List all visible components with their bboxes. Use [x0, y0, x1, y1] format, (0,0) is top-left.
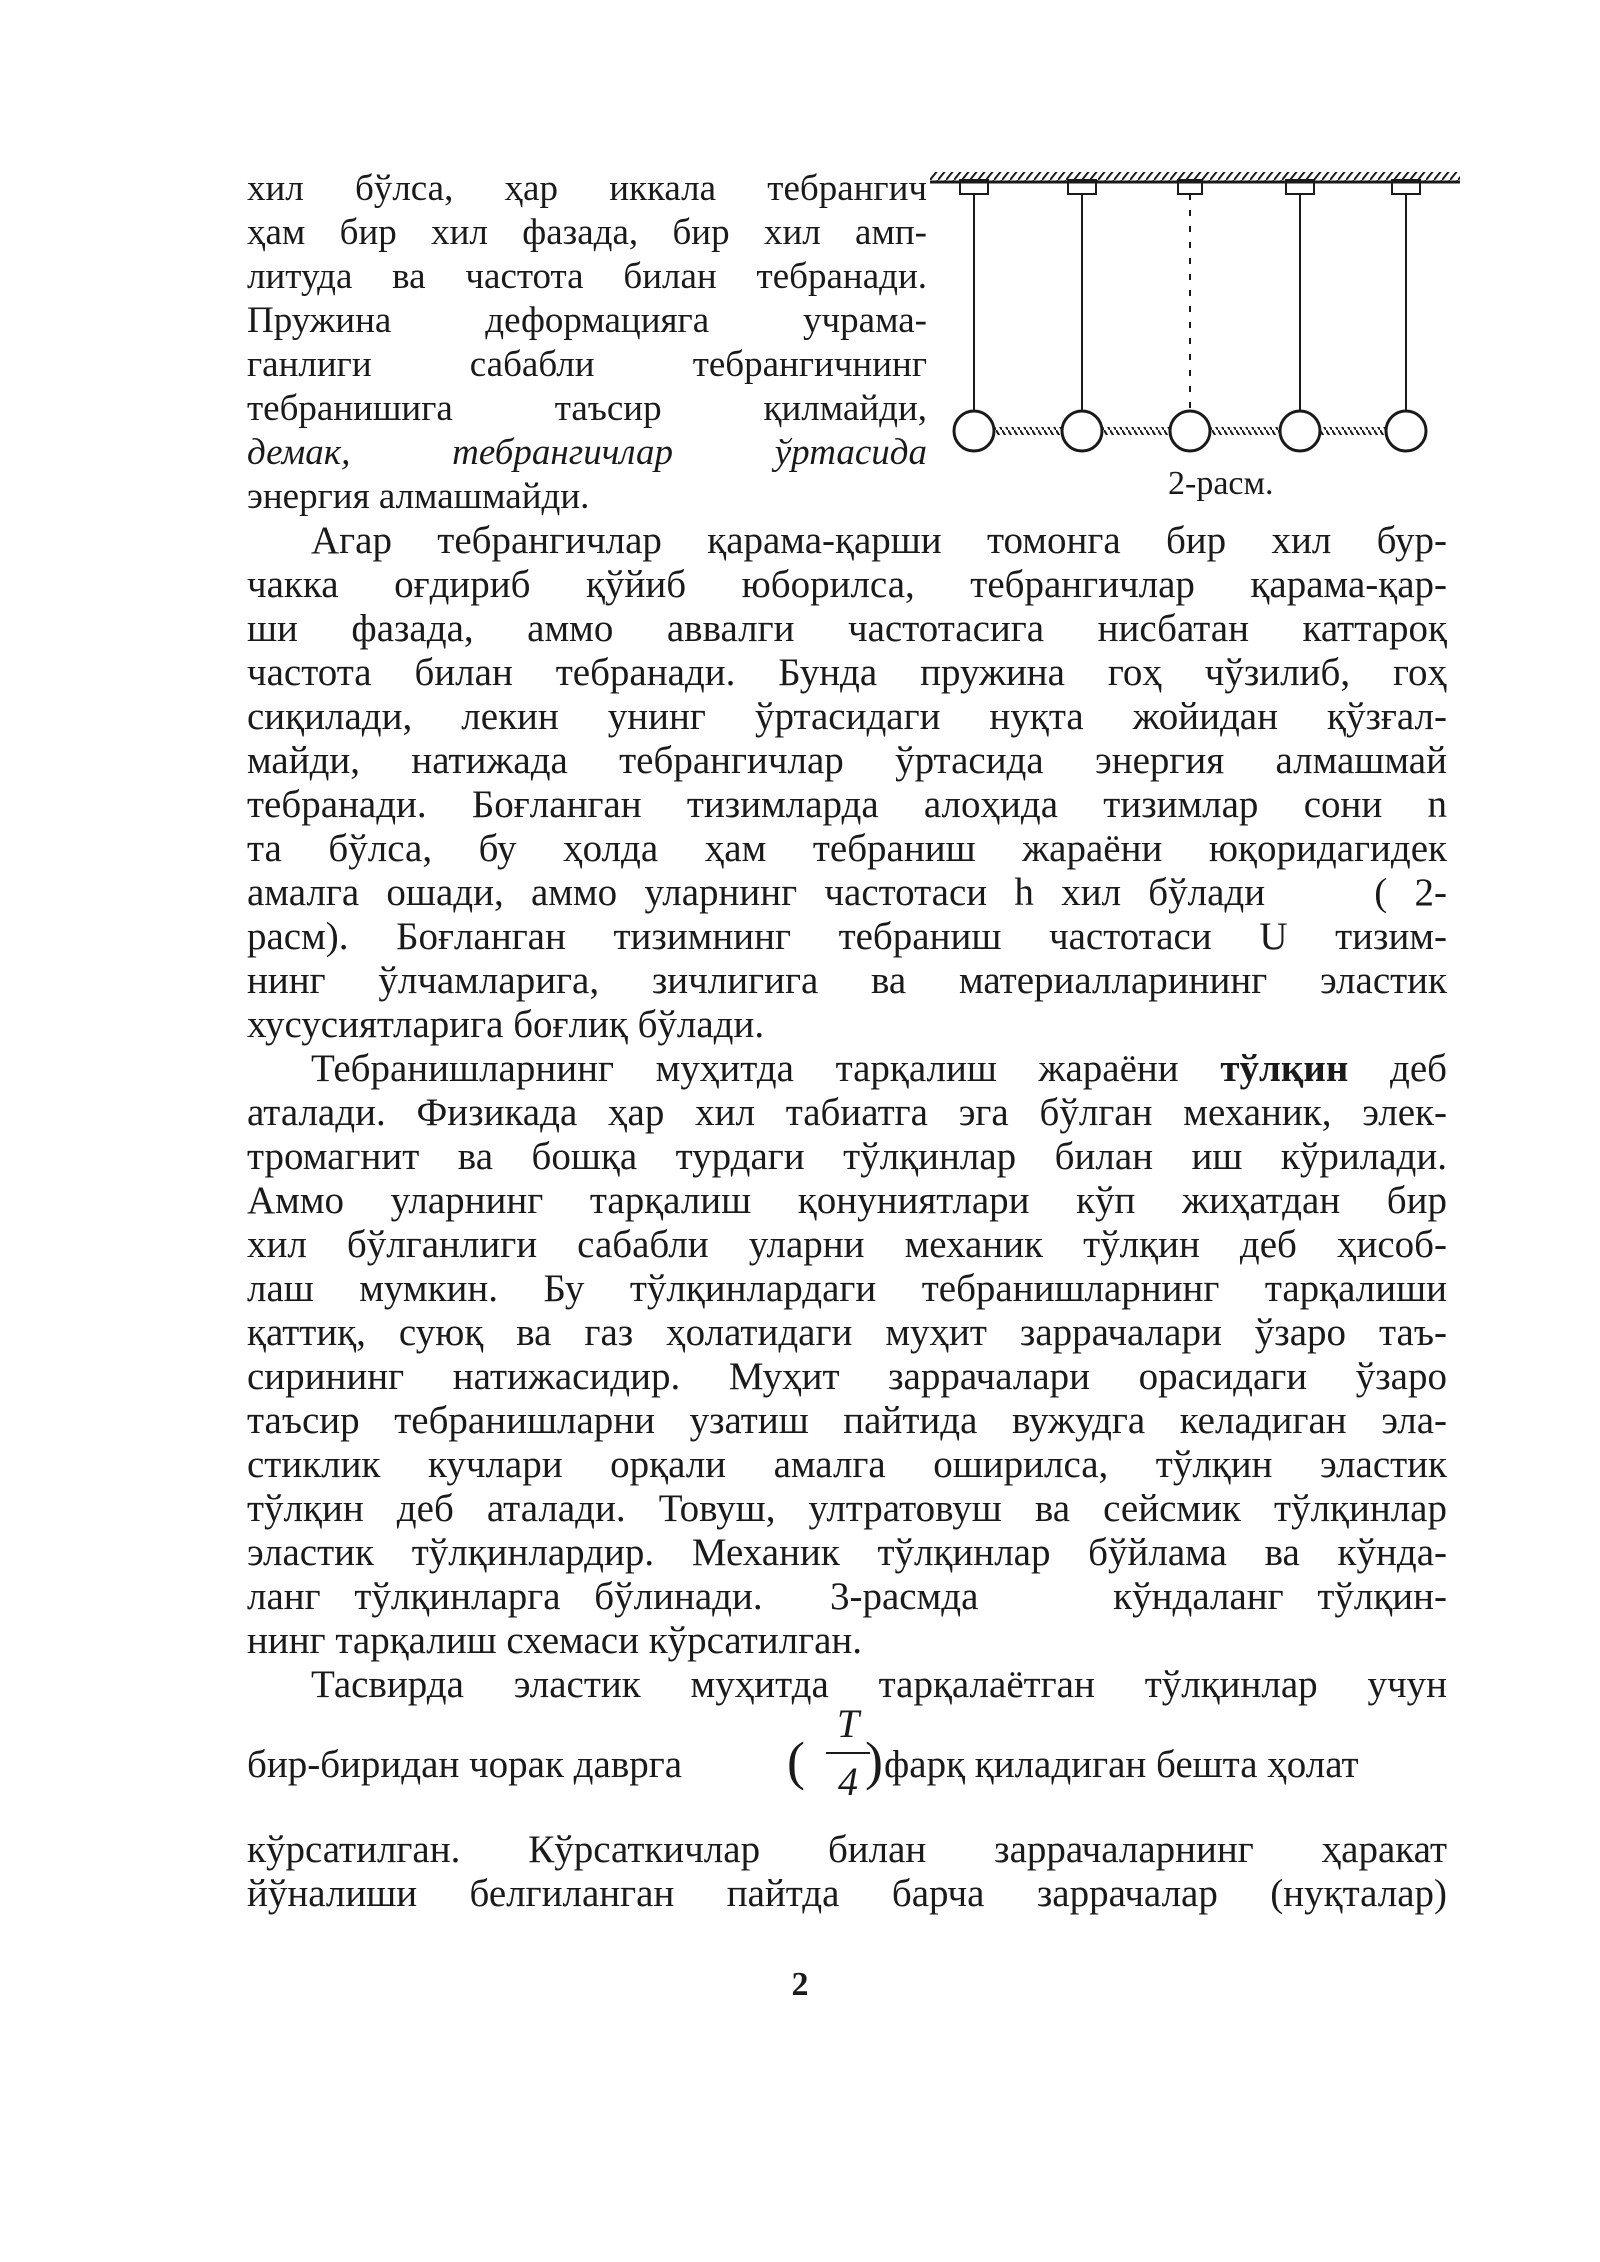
pendulum-bob — [1062, 411, 1102, 451]
text-line: амалга ошади, аммо уларнинг частотаси h хил бўлади ( 2- — [247, 871, 1447, 914]
text-line: Агар тебрангичлар қарама-қарши томонга бир хил бур- — [311, 519, 1447, 562]
text-line: ланг тўлқинларга бўлинади. 3-расмда кўндаланг тўлқин- — [247, 1575, 1447, 1618]
right-paren: ) — [865, 1731, 883, 1791]
text-line: лаш мумкин. Бу тўлқинлардаги тебранишларнинг тарқалиши — [247, 1267, 1447, 1310]
text-line: энергия алмашмайди. — [247, 476, 590, 517]
text-line: қаттиқ, суюқ ва газ ҳолатидаги муҳит заррачалари ўзаро таъ- — [247, 1311, 1447, 1354]
text-line: аталади. Физикада ҳар хил табиатга эга бўлган механик, элек- — [247, 1091, 1447, 1134]
spring — [1320, 427, 1386, 435]
text-line: частота билан тебранади. Бунда пружина гоҳ чўзилиб, гоҳ — [247, 651, 1447, 694]
text-line: хусусиятларига боғлиқ бўлади. — [247, 1003, 765, 1046]
text-run: деб — [1348, 1047, 1447, 1090]
text-line: сиқилади, лекин унинг ўртасидаги нуқта жойидан қўзғал- — [247, 695, 1447, 738]
text-line: Аммо уларнинг тарқалиш қонуниятлари кўп жиҳатдан бир — [247, 1179, 1447, 1222]
fraction-bar — [826, 1752, 870, 1754]
paragraph-2 — [247, 519, 1447, 1047]
text-line: йўналиши белгиланган пайтда барча заррачалар (нуқталар) — [247, 1872, 1447, 1915]
text-line: чакка оғдириб қўйиб юборилса, тебрангичлар қарама-қар- — [247, 563, 1447, 606]
text-run: бир-биридан чорак даврга — [247, 1743, 683, 1786]
text-line: сирининг натижасидир. Муҳит заррачалари орасидаги ўзаро — [247, 1355, 1447, 1398]
text-line: тебранади. Боғланган тизимларда алоҳида тизимлар сони n — [247, 783, 1447, 826]
text-line — [247, 1047, 1447, 1091]
text-line: Пружина деформацияга учрама- — [247, 300, 927, 341]
text-line: Тасвирда эластик муҳитда тарқалаётган тўлқинлар учун — [311, 1663, 1447, 1706]
text-line: стиклик кучлари орқали амалга оширилса, тўлқин эластик — [247, 1443, 1447, 1486]
text-line: нинг тарқалиш схемаси кўрсатилган. — [247, 1619, 863, 1662]
figure-2-coupled-pendulums — [930, 160, 1470, 520]
text-run: Тебранишларнинг муҳитда тарқалиш жараёни — [311, 1047, 1221, 1090]
text-line: та бўлса, бу ҳолда ҳам тебраниш жараёни юқоридагидек — [247, 827, 1447, 870]
text-run: фарқ қиладиган бешта ҳолат — [884, 1743, 1359, 1786]
left-paren: ( — [787, 1731, 805, 1791]
term-bold: тўлқин — [1220, 1047, 1349, 1090]
text-line: кўрсатилган. Кўрсаткичлар билан заррачаларнинг ҳаракат — [247, 1828, 1447, 1871]
spring — [1102, 427, 1170, 435]
spring — [1210, 427, 1280, 435]
text-line: таъсир тебранишларни узатиш пайтида вужудга келадиган эла- — [247, 1399, 1447, 1442]
fraction-numerator: T — [836, 1701, 860, 1746]
text-line: тебранишига таъсир қилмайди, — [247, 388, 927, 429]
text-line: ганлиги сабабли тебрангичнинг — [247, 344, 927, 385]
pendulum-bob — [954, 411, 994, 451]
pendulum-bob — [1386, 411, 1426, 451]
text-line: ҳам бир хил фазада, бир хил амп- — [247, 212, 927, 253]
text-line: ши фазада, аммо аввалги частотасига нисбатан каттароқ — [247, 607, 1447, 650]
italic-text-line: демак, тебрангичлар ўртасида — [247, 432, 927, 473]
text-line: расм). Боғланган тизимнинг тебраниш частотаси U тизим- — [247, 915, 1447, 958]
page-number: 2 — [791, 1966, 809, 2003]
figure-caption: 2-расм. — [1168, 465, 1274, 502]
text-line: хил бўлса, ҳар иккала тебрангич — [247, 168, 927, 209]
text-line: эластик тўлқинлардир. Механик тўлқинлар бўйлама ва кўнда- — [247, 1531, 1447, 1574]
paragraph-1 — [247, 167, 927, 519]
text-line: литуда ва частота билан тебранади. — [247, 256, 927, 297]
text-line: хил бўлганлиги сабабли уларни механик тўлқин деб ҳисоб- — [247, 1223, 1447, 1266]
text-line: майди, натижада тебрангичлар ўртасида энергия алмашмай — [247, 739, 1447, 782]
paragraph-4-cont — [247, 1828, 1447, 1916]
pendulum-bob — [1280, 411, 1320, 451]
formula-line — [247, 1702, 1447, 1812]
fraction-denominator: 4 — [838, 1759, 858, 1804]
pendulum-bob — [1170, 411, 1210, 451]
pendulum-diagram — [930, 160, 1470, 470]
text-line: тромагнит ва бошқа турдаги тўлқинлар билан иш кўрилади. — [247, 1135, 1447, 1178]
text-line: нинг ўлчамларига, зичлигига ва материалларининг эластик — [247, 959, 1447, 1002]
text-line: тўлқин деб аталади. Товуш, ултратовуш ва сейсмик тўлқинлар — [247, 1487, 1447, 1530]
paragraph-3 — [247, 1047, 1447, 1663]
spring — [994, 427, 1062, 435]
